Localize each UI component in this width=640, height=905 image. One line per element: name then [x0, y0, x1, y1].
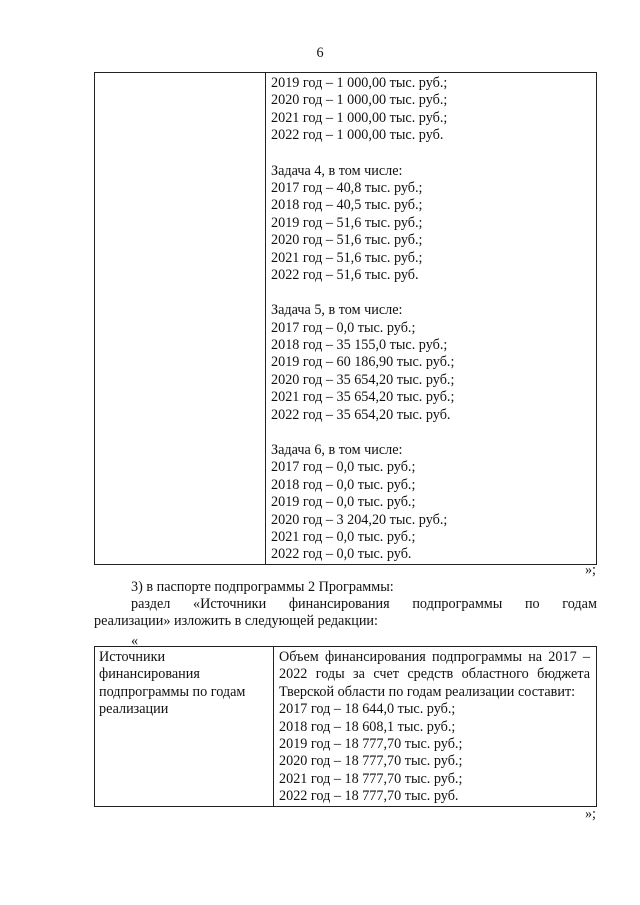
closing-quote: »; — [584, 562, 596, 578]
funding-line: 2022 год – 51,6 тыс. руб. — [271, 266, 419, 283]
funding-line: 2022 год – 18 777,70 тыс. руб. — [279, 788, 459, 805]
funding-line: 2017 год – 40,8 тыс. руб.; — [271, 179, 423, 196]
funding-line: 2020 год – 1 000,00 тыс. руб.; — [271, 92, 448, 109]
section-word: годам — [562, 596, 597, 612]
label-line: реализации — [99, 701, 169, 718]
funding-line: 2020 год – 35 654,20 тыс. руб.; — [271, 371, 455, 388]
funding-line: 2019 год – 51,6 тыс. руб.; — [271, 214, 423, 231]
funding-line: 2020 год – 3 204,20 тыс. руб.; — [271, 511, 448, 528]
task-6-heading: Задача 6, в том числе: — [271, 442, 403, 459]
label-line: финансирования — [99, 666, 200, 683]
funding-line: 2018 год – 35 155,0 тыс. руб.; — [271, 337, 448, 354]
funding-sources-label-cell — [95, 647, 274, 807]
funding-line: 2018 год – 0,0 тыс. руб.; — [271, 476, 416, 493]
volume-text-line: Объем финансирования подпрограммы на 2017 – — [279, 649, 590, 665]
item-3-paragraph: 3) в паспорте подпрограммы 2 Программы: — [131, 579, 394, 595]
page-number: 6 — [316, 45, 324, 61]
opening-quote: « — [131, 633, 139, 649]
funding-table-continued — [94, 72, 597, 565]
funding-line: 2021 год – 35 654,20 тыс. руб.; — [271, 389, 455, 406]
subprogram-funding-table — [94, 646, 597, 807]
funding-line: 2019 год – 0,0 тыс. руб.; — [271, 494, 416, 511]
task-4-heading: Задача 4, в том числе: — [271, 162, 403, 179]
section-word: подпрограммы — [412, 596, 503, 612]
funding-line: 2022 год – 35 654,20 тыс. руб. — [271, 406, 451, 423]
funding-line: 2022 год – 1 000,00 тыс. руб. — [271, 127, 444, 144]
task-5-heading: Задача 5, в том числе: — [271, 302, 403, 319]
funding-line: 2017 год – 0,0 тыс. руб.; — [271, 459, 416, 476]
funding-line: 2018 год – 40,5 тыс. руб.; — [271, 197, 423, 214]
funding-line: 2019 год – 1 000,00 тыс. руб.; — [271, 75, 448, 91]
closing-quote: »; — [584, 806, 596, 822]
funding-line: 2021 год – 1 000,00 тыс. руб.; — [271, 109, 448, 126]
funding-line: 2021 год – 51,6 тыс. руб.; — [271, 249, 423, 266]
section-paragraph — [94, 596, 597, 631]
funding-line: 2020 год – 18 777,70 тыс. руб.; — [279, 753, 463, 770]
funding-volume-cell — [274, 647, 597, 807]
section-word: финансирования — [288, 596, 390, 612]
funding-line: 2019 год – 18 777,70 тыс. руб.; — [279, 736, 463, 752]
funding-line: 2021 год – 18 777,70 тыс. руб.; — [279, 770, 463, 787]
label-line: Источники — [99, 649, 166, 665]
funding-line: 2018 год – 18 608,1 тыс. руб.; — [279, 718, 456, 735]
funding-line: 2022 год – 0,0 тыс. руб. — [271, 546, 412, 563]
funding-line: 2017 год – 0,0 тыс. руб.; — [271, 319, 416, 336]
funding-line: 2019 год – 60 186,90 тыс. руб.; — [271, 354, 455, 371]
section-word: по — [524, 596, 540, 612]
section-line-2: реализации» изложить в следующей редакции: — [94, 613, 378, 630]
funding-line: 2020 год – 51,6 тыс. руб.; — [271, 232, 423, 249]
volume-text-line: Тверской области по годам реализации составит: — [279, 683, 576, 700]
section-word: «Источники — [192, 596, 267, 612]
empty-left-cell — [95, 73, 266, 565]
funding-details-cell — [266, 73, 597, 565]
funding-line: 2017 год – 18 644,0 тыс. руб.; — [279, 701, 456, 718]
label-line: подпрограммы по годам — [99, 683, 246, 700]
volume-text-line: 2022 годы за счет средств областного бюджета — [279, 666, 590, 683]
funding-line: 2021 год – 0,0 тыс. руб.; — [271, 528, 416, 545]
section-word: раздел — [131, 596, 171, 612]
